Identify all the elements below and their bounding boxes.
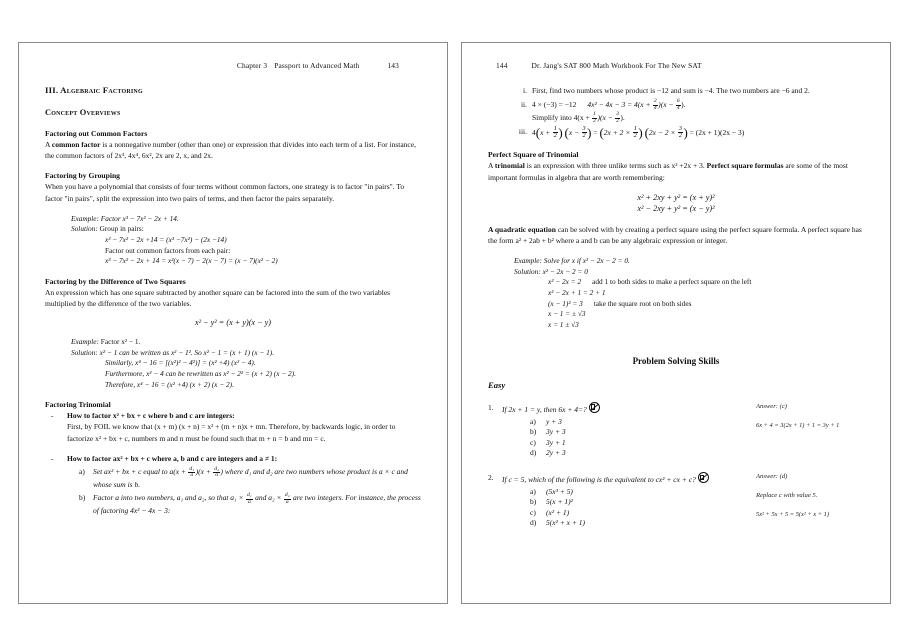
fraction-denominator: 2 — [678, 132, 682, 139]
step-part: = — [591, 127, 600, 137]
answer-work: 6x + 4 = 3(2x + 1) + 1 = 3y + 1 — [756, 422, 840, 430]
step-part: x − — [568, 127, 582, 137]
example-text: Solve for x if x² − 2x − 2 = 0. — [543, 256, 630, 266]
topic-title: Perfect Square of Trinomial — [488, 150, 579, 160]
solution-equation: x² − 2x = 2 — [548, 277, 582, 287]
question-1 — [488, 402, 864, 458]
answer-value: (c) — [779, 403, 787, 411]
answer-label: Answer: — [756, 473, 778, 481]
example-line — [71, 214, 421, 225]
body-bold: common factor — [51, 140, 101, 149]
list-item — [514, 85, 864, 98]
choice-text — [93, 467, 408, 489]
body-bold: A quadratic equation — [488, 224, 556, 234]
problem-solving-skills-title: Problem Solving Skills — [632, 356, 720, 367]
solution-line — [514, 267, 864, 278]
list-item — [45, 410, 421, 444]
fraction-numerator: d₁ — [246, 491, 252, 498]
fraction-numerator: 2 — [653, 98, 657, 105]
solution-text: x² − 2x − 2 = 0 — [542, 266, 588, 276]
fraction-numerator: 3 — [678, 124, 682, 132]
fraction-denominator: 2 — [553, 132, 557, 139]
fraction-numerator: d₂ — [284, 491, 290, 498]
step-number: i. — [523, 86, 527, 95]
fraction-denominator: a — [285, 498, 289, 505]
topic-common-factors — [45, 129, 421, 161]
question-number: 1. — [488, 403, 494, 413]
list-item — [79, 492, 421, 516]
answer-label: Answer: — [756, 403, 778, 411]
solution-equation: (x − 1)² = 3 — [548, 298, 583, 308]
example-block — [45, 214, 421, 267]
answer-choices — [488, 417, 740, 459]
solution-step — [514, 277, 864, 288]
example-block — [45, 337, 421, 390]
fraction-denominator: a — [215, 472, 219, 479]
running-head-title: Passport to Advanced Math — [274, 61, 360, 70]
solution-note: add 1 to both sides to make a perfect square on the left — [592, 277, 752, 287]
choice-text-pre: Factor a into two numbers, a₁ and a₂, so that a₁ × — [93, 493, 246, 503]
choice-text: 5(x² + x + 1) — [546, 517, 586, 527]
fraction — [582, 126, 587, 140]
question-2 — [488, 472, 864, 528]
right-page-running-head — [488, 61, 864, 71]
choice-label: b) — [79, 493, 86, 503]
factoring-steps-list — [488, 85, 864, 139]
body-rest: are some of the most important formulas in algebra that are worth remembering: — [488, 161, 848, 182]
choice-item[interactable] — [530, 487, 740, 497]
answer-choices — [488, 487, 740, 529]
choice-text — [93, 493, 421, 515]
choice-item[interactable] — [530, 497, 740, 507]
step-part: 2x − 2 × — [648, 127, 678, 137]
choice-label: a) — [530, 486, 536, 496]
fraction-denominator: 2 — [582, 132, 586, 139]
answer-line — [756, 472, 904, 482]
answer-work: 5x² + 5x + 5 = 5(x² + x + 1) — [756, 511, 829, 519]
solution-text: Group in pairs: — [99, 224, 144, 234]
example-line — [514, 256, 864, 267]
left-page — [18, 42, 448, 604]
fraction-numerator: d₂ — [214, 465, 220, 472]
left-page-number: 143 — [387, 61, 399, 70]
answer-panel — [756, 472, 904, 520]
method-sublist — [67, 466, 421, 517]
example-block — [488, 256, 864, 330]
step-part: x + — [540, 127, 553, 137]
answer-note: Replace c with value 5. — [756, 492, 818, 500]
choice-item[interactable] — [530, 448, 740, 458]
list-item — [79, 466, 421, 490]
step-number: iii. — [518, 126, 527, 136]
fraction-numerator: 1 — [593, 111, 596, 118]
step-part: )(x − — [597, 112, 615, 122]
body-bold: Perfect square formulas — [706, 161, 784, 171]
method-heading: How to factor x² + bx + c where b and c are integers: — [67, 411, 235, 421]
fraction-denominator: 4 — [676, 104, 680, 111]
topic-title: Factoring by the Difference of Two Squares — [45, 276, 186, 286]
example-label: Example: — [514, 256, 542, 266]
list-item — [514, 126, 864, 140]
fraction-denominator: 2 — [633, 132, 637, 139]
answer-panel — [756, 402, 904, 431]
step-part: Simplify into 4(x + — [532, 112, 592, 122]
solution-step: x³ − 7x² − 2x + 14 = x²(x − 7) − 2(x − 7) = (x − 7)(x² − 2) — [105, 256, 278, 266]
question-main — [488, 402, 740, 458]
choice-text: (x² + 1) — [546, 507, 570, 517]
choice-label: a) — [79, 466, 85, 476]
left-page-running-head — [45, 61, 421, 71]
running-head-chapter: Chapter 3 — [236, 61, 268, 70]
fraction-denominator: a — [247, 498, 251, 505]
method-heading: How to factor ax² + bx + c where a, b and c are integers and a ≠ 1: — [67, 453, 278, 463]
step-text: First, find two numbers whose product is −12 and sum is −4. The two numbers are −6 and 2. — [532, 86, 810, 95]
choice-text: 3y + 3 — [546, 427, 566, 437]
solution-step: Furthermore, x² − 4 can be rewritten as x² − 2² = (x + 2) (x − 2). — [105, 368, 296, 378]
solution-label: Solution: — [71, 224, 98, 234]
fraction — [213, 467, 220, 479]
body-bold: trinomial — [494, 161, 525, 171]
body-rest: is a nonnegative number (other than one) or expression that divides into each term of a list. For instance, the common factors of 2x³, 4x⁴, 6x², 2x are 2, x, and 2x. — [45, 140, 416, 161]
choice-text-mid: and a₂ × — [253, 493, 284, 503]
question-prompt — [488, 472, 740, 485]
solution-step: Similarly, x⁴ − 16 = [(x²)² − 4²)] = (x² +4) (x² − 4). — [105, 358, 256, 368]
choice-item[interactable] — [530, 508, 740, 518]
dash-bullet-icon: - — [51, 411, 54, 421]
choice-item[interactable] — [530, 427, 740, 437]
fraction-numerator: 6 — [676, 98, 680, 105]
step-part: 4 — [532, 127, 536, 137]
list-item — [45, 453, 421, 517]
solution-step — [514, 320, 864, 331]
fraction-denominator: 2 — [616, 117, 619, 124]
choice-text-post: are two integers. For instance, the process of factoring 4x² − 4x − 3: — [93, 493, 421, 516]
fraction-numerator: 1 — [553, 124, 557, 132]
choice-label: d) — [530, 517, 537, 527]
body-mid: is an expression with three unlike terms such as x² +2x + 3. — [524, 161, 707, 171]
topic-difference-of-two-squares — [45, 277, 421, 390]
solution-step: Factor out common factors from each pair: — [105, 245, 231, 255]
solution-step: Therefore, x⁴ − 16 = (x² +4) (x + 2) (x − 2). — [105, 379, 234, 389]
perfect-square-formula-1: x² + 2xy + y² = (x + y)² — [637, 192, 715, 202]
fraction — [676, 99, 681, 111]
choice-item[interactable] — [530, 417, 740, 427]
choice-text-pre: Set ax² + bx + c equal to a(x + — [93, 466, 188, 476]
topic-perfect-square-of-trinomial — [488, 150, 864, 330]
choice-text: y + 3 — [546, 416, 562, 426]
perfect-square-formula-2: x² − 2xy + y² = (x − y)² — [637, 203, 715, 213]
topic-body: When you have a polynomial that consists of four terms without common factors, one strategy is to factor "in pairs". To factor "in pairs", split the expression into two pairs of terms, and then factor the pairs separately. — [45, 182, 405, 203]
solution-text: x² − 1 can be written as x² − 1². So x² − 1 = (x + 1) (x − 1). — [99, 347, 275, 357]
step-part: 4 × (−3) = −12 — [532, 99, 577, 109]
fraction — [246, 493, 253, 505]
topic-body: An expression which has one square subtracted by another square can be factored into the sum of the two variables multiplied by the difference of the two variables. — [45, 287, 391, 308]
choice-label: c) — [530, 437, 536, 447]
solution-equation: x² − 2x + 1 = 2 + 1 — [548, 287, 606, 297]
solution-step — [514, 288, 864, 299]
choice-text: 3y + 1 — [546, 437, 566, 447]
body-lead: A — [45, 140, 52, 149]
fraction-numerator: 3 — [582, 124, 586, 132]
topic-body — [488, 160, 864, 182]
example-text: Factor x² − 1. — [100, 337, 141, 347]
sub-heading: Concept Overviews — [45, 108, 121, 117]
body-lead: A — [488, 161, 495, 171]
topic-title: Factoring by Grouping — [45, 171, 120, 181]
solution-equation: x − 1 = ± √3 — [548, 309, 586, 319]
solution-step: x³ − 7x² − 2x +14 = (x³ −7x²) − (2x −14) — [105, 235, 227, 244]
answer-line — [756, 402, 904, 412]
choice-text: 2y + 3 — [546, 447, 566, 457]
question-prompt — [488, 402, 740, 415]
difficulty-label: Easy — [488, 380, 506, 391]
choice-text: 5(x + 1)² — [546, 497, 573, 507]
difference-of-squares-formula: x² − y² = (x + y)(x − y) — [194, 318, 272, 328]
step-line-2 — [532, 112, 864, 125]
solution-step — [514, 309, 864, 320]
fraction-numerator: 3 — [616, 111, 619, 118]
topic-title: Factoring out Common Factors — [45, 129, 148, 138]
no-calculator-icon — [698, 472, 709, 483]
quadratic-equation-body — [488, 224, 864, 246]
dash-bullet-icon: - — [51, 453, 54, 463]
step-line-1 — [532, 99, 864, 112]
fraction — [188, 467, 195, 479]
choice-label: c) — [530, 507, 536, 517]
fraction-denominator: 2 — [593, 117, 596, 124]
step-part: ). — [681, 99, 686, 109]
fraction — [284, 493, 291, 505]
solution-label: Solution: — [514, 266, 541, 276]
solution-line — [71, 224, 421, 235]
solution-note: take the square root on both sides — [593, 298, 692, 308]
choice-label: b) — [530, 497, 537, 507]
example-line — [71, 337, 421, 348]
solution-step — [514, 299, 864, 310]
body-rest: can be solved with by creating a perfect square using the perfect square formula. A perfect square has the form a² + 2ab + b² where a and b can be any algebraic expression or integer. — [488, 224, 862, 245]
fraction — [653, 99, 658, 111]
question-prompt-text: If c = 5, which of the following is the equivalent to cx² + cx + c? — [502, 475, 696, 485]
step-part: )(x − — [658, 99, 676, 109]
solution-label: Solution: — [71, 347, 98, 357]
right-page-number: 144 — [496, 61, 508, 70]
choice-text-mid: )(x + — [195, 466, 213, 476]
solution-line — [71, 348, 421, 359]
topic-factoring-trinomial — [45, 400, 421, 516]
choice-label: d) — [530, 447, 537, 457]
no-calculator-icon — [589, 402, 600, 413]
step-part: 2x + 2 × — [603, 127, 633, 137]
step-text: 4(x + $\frac{1}{2}$ ) (x − $\frac{3}{2}$ ) = (2x + 2 × $\frac{1}{2}$ ) (2x − 2 × $\frac{3}{2}$ ) = (2x + 1)(2x − 3) — [532, 124, 745, 140]
choice-text: (5x³ + 5) — [546, 486, 573, 496]
method-body: First, by FOIL we know that (x + m) (x + n) = x² + (m + n)x + mn. Therefore, by backwards logic, in order to factorize x² + bx + c, numbers m and n must be found such that m + n = b and mn = c. — [67, 422, 396, 443]
solution-equation: x = 1 ± √3 — [548, 319, 579, 329]
topic-title: Factoring Trinomial — [45, 400, 111, 410]
step-part: = (2x + 1)(2x − 3) — [687, 127, 745, 137]
step-number: ii. — [520, 99, 527, 109]
trinomial-method-list — [45, 410, 421, 516]
section-heading: III. Algebraic Factoring — [45, 85, 143, 95]
example-label: Example: — [71, 337, 99, 347]
list-item — [514, 99, 864, 125]
choice-label: b) — [530, 427, 537, 437]
choice-item[interactable] — [530, 438, 740, 448]
topic-factoring-by-grouping — [45, 171, 421, 266]
fraction-numerator: 1 — [633, 124, 637, 132]
question-prompt-text: If 2x + 1 = y, then 6x + 4=? — [502, 405, 587, 415]
answer-value: (d) — [779, 473, 788, 481]
question-number: 2. — [488, 473, 494, 483]
right-page — [461, 42, 891, 604]
fraction-denominator: 4 — [653, 104, 657, 111]
step-part: 4x² − 4x − 3 = 4(x + — [587, 99, 653, 109]
choice-label: a) — [530, 416, 536, 426]
choice-text-post: ) where d₁ and d₂ are two numbers whose product is a × c and whose sum is b. — [93, 466, 408, 490]
fraction-numerator: d₁ — [189, 465, 195, 472]
topic-body — [45, 139, 421, 161]
example-label: Example: — [71, 213, 99, 223]
fraction-denominator: a — [190, 472, 194, 479]
question-main — [488, 472, 740, 528]
step-part: ). — [620, 112, 625, 122]
example-text: Factor x³ − 7x² − 2x + 14. — [100, 213, 179, 223]
choice-item[interactable] — [530, 518, 740, 528]
running-head-title: Dr. Jang's SAT 800 Math Workbook For The New SAT — [531, 61, 702, 70]
